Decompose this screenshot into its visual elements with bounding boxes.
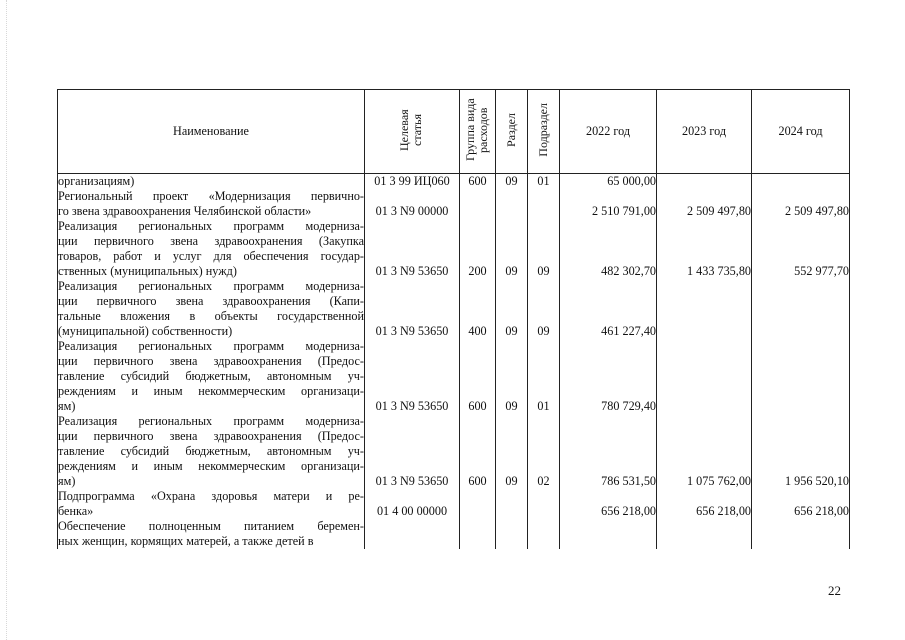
- row-2023: [657, 174, 752, 190]
- row-name-line: организациям): [58, 174, 135, 188]
- row-2023: 656 218,00: [657, 489, 752, 519]
- row-name-line: реждениям и иным некоммерческим организаци-: [58, 459, 364, 473]
- header-name: Наименование: [58, 90, 365, 174]
- row-name-line: ям): [58, 399, 76, 413]
- row-2024: 2 509 497,80: [752, 189, 850, 219]
- row-target-article: 01 3 N9 53650: [365, 339, 460, 414]
- row-expense-group: 600: [460, 414, 496, 489]
- row-name: [58, 189, 365, 219]
- header-subsection: Подраздел: [528, 90, 560, 174]
- row-name: [58, 279, 365, 339]
- row-subsection: 09: [528, 219, 560, 279]
- row-section: 09: [496, 279, 528, 339]
- row-2022: 786 531,50: [560, 414, 657, 489]
- row-name-line: ции первичного звена здравоохранения (Предос-: [58, 429, 364, 443]
- table-row: [58, 279, 850, 339]
- table-row: [58, 174, 850, 190]
- budget-table-container: [57, 89, 849, 549]
- row-2024: [752, 339, 850, 414]
- header-2024: 2024 год: [752, 90, 850, 174]
- row-target-article: 01 3 N9 53650: [365, 219, 460, 279]
- row-section: 09: [496, 219, 528, 279]
- row-section: 09: [496, 174, 528, 190]
- budget-table: [57, 89, 850, 549]
- row-name-line: Подпрограмма «Охрана здоровья матери и ре-: [58, 489, 364, 503]
- row-expense-group: 600: [460, 339, 496, 414]
- row-name: [58, 219, 365, 279]
- row-subsection: 09: [528, 279, 560, 339]
- row-2022: 780 729,40: [560, 339, 657, 414]
- row-2024: 1 956 520,10: [752, 414, 850, 489]
- table-row: [58, 189, 850, 219]
- row-name: [58, 339, 365, 414]
- row-2023: [657, 339, 752, 414]
- row-section: [496, 489, 528, 519]
- row-2023: 1 433 735,80: [657, 219, 752, 279]
- row-name-line: реждениям и иным некоммерческим организаци-: [58, 384, 364, 398]
- row-expense-group: [460, 489, 496, 519]
- header-2022: 2022 год: [560, 90, 657, 174]
- row-section: 09: [496, 339, 528, 414]
- row-2024: [752, 174, 850, 190]
- table-row: [58, 414, 850, 489]
- row-2022: 461 227,40: [560, 279, 657, 339]
- row-name-line: Реализация региональных программ модерниза-: [58, 414, 364, 428]
- row-section: [496, 189, 528, 219]
- row-name-line: Обеспечение полноценным питанием беремен-: [58, 519, 364, 533]
- table-row: [58, 489, 850, 519]
- header-section: Раздел: [496, 90, 528, 174]
- row-name: [58, 414, 365, 489]
- row-name-line: Региональный проект «Модернизация первично-: [58, 189, 364, 203]
- table-header-row: [58, 90, 850, 174]
- row-target-article: 01 4 00 00000: [365, 489, 460, 519]
- row-name-line: бенка»: [58, 504, 94, 518]
- row-name-line: ции первичного звена здравоохранения (Закупка: [58, 234, 364, 248]
- row-name-line: ных женщин, кормящих матерей, а также детей в: [58, 534, 314, 548]
- row-subsection: [528, 189, 560, 219]
- row-2024: 552 977,70: [752, 219, 850, 279]
- row-expense-group: [460, 189, 496, 219]
- row-name: [58, 174, 365, 190]
- header-target-article: Целевая статья: [365, 90, 460, 174]
- header-expense-group: Группа вида расходов: [460, 90, 496, 174]
- row-2024: [752, 519, 850, 549]
- row-subsection: 01: [528, 174, 560, 190]
- row-name: [58, 519, 365, 549]
- row-target-article: 01 3 N9 53650: [365, 414, 460, 489]
- row-name-line: ции первичного звена здравоохранения (Предос-: [58, 354, 364, 368]
- row-2023: 1 075 762,00: [657, 414, 752, 489]
- row-subsection: 02: [528, 414, 560, 489]
- row-name-line: Реализация региональных программ модерниза-: [58, 219, 364, 233]
- row-name: [58, 489, 365, 519]
- row-name-line: ственных (муниципальных) нужд): [58, 264, 237, 278]
- row-expense-group: 600: [460, 174, 496, 190]
- table-row: [58, 339, 850, 414]
- row-name-line: (муниципальной) собственности): [58, 324, 233, 338]
- row-expense-group: 200: [460, 219, 496, 279]
- row-name-line: тавление субсидий бюджетным, автономным уч-: [58, 444, 364, 458]
- row-name-line: Реализация региональных программ модерниза-: [58, 339, 364, 353]
- row-name-line: го звена здравоохранения Челябинской области»: [58, 204, 312, 218]
- row-target-article: 01 3 N9 00000: [365, 189, 460, 219]
- row-2022: 656 218,00: [560, 489, 657, 519]
- table-row: [58, 219, 850, 279]
- row-subsection: [528, 519, 560, 549]
- row-2022: [560, 519, 657, 549]
- row-2024: [752, 279, 850, 339]
- row-section: 09: [496, 414, 528, 489]
- row-target-article: 01 3 99 ИЦ060: [365, 174, 460, 190]
- row-name-line: Реализация региональных программ модерниза-: [58, 279, 364, 293]
- row-name-line: тальные вложения в объекты государственной: [58, 309, 364, 323]
- row-2023: [657, 519, 752, 549]
- row-subsection: [528, 489, 560, 519]
- row-subsection: 01: [528, 339, 560, 414]
- row-name-line: тавление субсидий бюджетным, автономным уч-: [58, 369, 364, 383]
- row-target-article: 01 3 N9 53650: [365, 279, 460, 339]
- row-2024: 656 218,00: [752, 489, 850, 519]
- row-2023: 2 509 497,80: [657, 189, 752, 219]
- row-expense-group: [460, 519, 496, 549]
- row-2022: 2 510 791,00: [560, 189, 657, 219]
- header-2023: 2023 год: [657, 90, 752, 174]
- row-name-line: ям): [58, 474, 76, 488]
- row-2022: 65 000,00: [560, 174, 657, 190]
- row-2022: 482 302,70: [560, 219, 657, 279]
- row-name-line: ции первичного звена здравоохранения (Капи-: [58, 294, 364, 308]
- page-edge-line: [6, 0, 7, 640]
- page-number: 22: [828, 583, 841, 598]
- row-name-line: товаров, работ и услуг для обеспечения государ-: [58, 249, 364, 263]
- row-section: [496, 519, 528, 549]
- row-2023: [657, 279, 752, 339]
- table-body: [58, 174, 850, 550]
- row-expense-group: 400: [460, 279, 496, 339]
- row-target-article: [365, 519, 460, 549]
- table-row: [58, 519, 850, 549]
